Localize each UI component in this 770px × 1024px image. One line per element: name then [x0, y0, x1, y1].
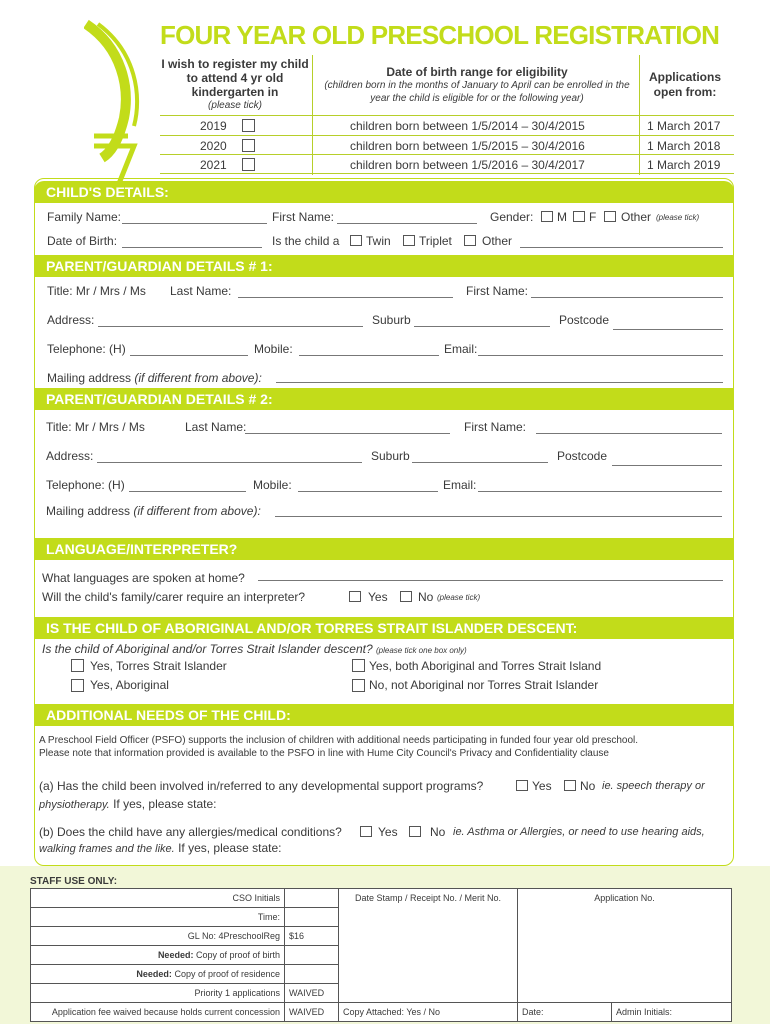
family-name-field[interactable]	[122, 223, 267, 224]
reg-open-2021: 1 March 2019	[647, 158, 721, 172]
priority-waived: WAIVED	[285, 984, 339, 1003]
needs-qb-no-checkbox[interactable]	[409, 826, 421, 837]
atsi-no-checkbox[interactable]	[352, 679, 365, 692]
needs-qb-yes-checkbox[interactable]	[360, 826, 372, 837]
gender-f-label: F	[589, 210, 597, 224]
atsi-torres-strait-label: Yes, Torres Strait Islander	[90, 659, 227, 673]
app-no-label: Application No.	[518, 889, 732, 908]
reg-open-2020: 1 March 2018	[647, 139, 721, 153]
reg-range-2020: children born between 1/5/2015 – 30/4/2016	[350, 139, 585, 153]
fee-waived-label: Application fee waived because holds current concession	[31, 1003, 285, 1022]
first-name-label: First Name:	[272, 210, 335, 224]
gender-please-tick: (please tick)	[656, 213, 700, 222]
needed-residence-label: Needed: Copy of proof of residence	[31, 965, 285, 984]
pg1-mobile-label: Mobile:	[254, 342, 293, 356]
gender-f-checkbox[interactable]	[573, 211, 585, 222]
first-name-field[interactable]	[337, 223, 477, 224]
atsi-aboriginal-label: Yes, Aboriginal	[90, 678, 169, 692]
gender-other-checkbox[interactable]	[604, 211, 616, 222]
gender-label: Gender:	[490, 210, 534, 224]
reg-year-2020: 2020	[200, 139, 227, 153]
needs-qa-tail: physiotherapy. If yes, please state:	[39, 797, 217, 811]
languages-spoken-field[interactable]	[258, 580, 723, 581]
fee-value: $16	[285, 927, 339, 946]
needed-birth-label: Needed: Copy of proof of birth	[31, 946, 285, 965]
pg1-mailing-label: Mailing address (if different from above):	[47, 371, 262, 385]
reg-open-2019: 1 March 2017	[647, 119, 721, 133]
pg2-last-name-field[interactable]	[245, 433, 450, 434]
needs-qa-no-label: No	[580, 779, 596, 793]
pg2-title-label: Title: Mr / Mrs / Ms	[46, 420, 145, 434]
pg1-header: PARENT/GUARDIAN DETAILS # 1:	[34, 255, 734, 277]
pg2-mailing-field[interactable]	[275, 516, 722, 517]
interpreter-yes-label: Yes	[368, 590, 388, 604]
dob-label: Date of Birth:	[47, 234, 118, 248]
pg2-suburb-label: Suburb	[371, 449, 410, 463]
needs-qa-yes-checkbox[interactable]	[516, 780, 528, 791]
pg1-postcode-field[interactable]	[613, 329, 723, 330]
admin-initials-label[interactable]: Admin Initials:	[612, 1003, 732, 1022]
multiple-other-field[interactable]	[520, 247, 723, 248]
is-child-a-label: Is the child a	[272, 234, 340, 248]
needs-qb-ie: ie. Asthma or Allergies, or need to use hearing aids,	[453, 826, 705, 838]
reg-year-2020-checkbox[interactable]	[242, 139, 255, 152]
copy-attached-label[interactable]: Copy Attached: Yes / No	[339, 1003, 518, 1022]
time-label: Time:	[31, 908, 285, 927]
child-details-header: CHILD'S DETAILS:	[34, 181, 734, 203]
needs-qa-label: (a) Has the child been involved in/referred to any developmental support programs?	[39, 779, 484, 793]
needed-birth-field[interactable]	[285, 946, 339, 965]
twin-label: Twin	[366, 234, 391, 248]
needs-qb-no-label: No	[430, 825, 446, 839]
staff-table	[30, 888, 732, 1022]
pg2-suburb-field[interactable]	[412, 462, 548, 463]
pg1-title-label: Title: Mr / Mrs / Ms	[47, 284, 146, 298]
pg1-address-field[interactable]	[98, 326, 363, 327]
needs-para2: Please note that information provided is available to the PSFO in line with Hume City Council's Privacy and Confidentiality clause	[39, 748, 609, 759]
atsi-question: Is the child of Aboriginal and/or Torres Strait Islander descent? (please tick one box only)	[42, 642, 467, 656]
cso-initials-label: CSO Initials	[31, 889, 285, 908]
pg1-email-field[interactable]	[478, 355, 723, 356]
pg2-address-label: Address:	[46, 449, 94, 463]
interpreter-no-checkbox[interactable]	[400, 591, 412, 602]
multiple-other-label: Other	[482, 234, 513, 248]
needs-qa-ie: ie. speech therapy or	[602, 780, 705, 792]
pg1-mailing-field[interactable]	[276, 382, 723, 383]
pg2-postcode-field[interactable]	[612, 465, 722, 466]
needed-residence-field[interactable]	[285, 965, 339, 984]
pg2-header: PARENT/GUARDIAN DETAILS # 2:	[34, 388, 734, 410]
date-stamp-area[interactable]	[339, 908, 518, 1003]
needs-header: ADDITIONAL NEEDS OF THE CHILD:	[34, 704, 734, 726]
family-name-label: Family Name:	[47, 210, 122, 224]
reg-range-2019: children born between 1/5/2014 – 30/4/2015	[350, 119, 585, 133]
pg2-first-name-label: First Name:	[464, 420, 527, 434]
needs-qb-tail: walking frames and the like. If yes, please state:	[39, 841, 282, 855]
atsi-both-checkbox[interactable]	[352, 659, 365, 672]
pg1-email-label: Email:	[444, 342, 478, 356]
interpreter-yes-checkbox[interactable]	[349, 591, 361, 602]
reg-year-2021-checkbox[interactable]	[242, 158, 255, 171]
pg2-email-label: Email:	[443, 478, 477, 492]
atsi-both-label: Yes, both Aboriginal and Torres Strait Island	[369, 659, 602, 673]
cso-initials-field[interactable]	[285, 889, 339, 908]
interpreter-label: Will the child's family/carer require an interpreter?	[42, 590, 306, 604]
needs-qb-yes-label: Yes	[378, 825, 398, 839]
gl-no-label: GL No: 4PreschoolReg	[31, 927, 285, 946]
gender-m-label: M	[557, 210, 567, 224]
pg1-address-label: Address:	[47, 313, 95, 327]
pg2-first-name-field[interactable]	[536, 433, 722, 434]
reg-range-2021: children born between 1/5/2016 – 30/4/2017	[350, 158, 585, 172]
triplet-label: Triplet	[419, 234, 452, 248]
language-header: LANGUAGE/INTERPRETER?	[34, 538, 734, 560]
reg-year-2019-checkbox[interactable]	[242, 119, 255, 132]
pg1-postcode-label: Postcode	[559, 313, 610, 327]
needs-qb-label: (b) Does the child have any allergies/medical conditions?	[39, 825, 342, 839]
dob-field[interactable]	[122, 247, 262, 248]
pg2-postcode-label: Postcode	[557, 449, 608, 463]
needs-qa-no-checkbox[interactable]	[564, 780, 576, 791]
pg2-telephone-label: Telephone: (H)	[46, 478, 125, 492]
pg2-last-name-label: Last Name:	[185, 420, 247, 434]
atsi-aboriginal-checkbox[interactable]	[71, 679, 84, 692]
twin-checkbox[interactable]	[350, 235, 362, 246]
languages-spoken-label: What languages are spoken at home?	[42, 571, 245, 585]
interpreter-please-tick: (please tick)	[437, 593, 481, 602]
reg-col2-sub: (children born in the months of January to April can be enrolled in the year the child is eligible for or the following year)	[324, 80, 630, 104]
pg1-last-name-field[interactable]	[238, 297, 453, 298]
reg-col2-header: Date of birth range for eligibility	[386, 65, 568, 79]
date-label[interactable]: Date:	[518, 1003, 612, 1022]
needs-qa-yes-label: Yes	[532, 779, 552, 793]
time-field[interactable]	[285, 908, 339, 927]
staff-header: STAFF USE ONLY:	[30, 876, 118, 887]
multiple-other-checkbox[interactable]	[464, 235, 476, 246]
pg1-telephone-field[interactable]	[130, 355, 248, 356]
fee-waived-value: WAIVED	[285, 1003, 339, 1022]
reg-col1-header: I wish to register my child to attend 4 yr old kindergarten in	[161, 57, 309, 99]
pg1-telephone-label: Telephone: (H)	[47, 342, 126, 356]
gender-other-label: Other	[621, 210, 652, 224]
pg1-suburb-label: Suburb	[372, 313, 411, 327]
reg-col3-header: Applications open from:	[648, 70, 721, 99]
needs-para1: A Preschool Field Officer (PSFO) supports the inclusion of children with additional needs participating in funded four year old preschool.	[39, 735, 639, 746]
date-stamp-label: Date Stamp / Receipt No. / Merit No.	[339, 889, 518, 908]
pg2-address-field[interactable]	[97, 462, 362, 463]
pg2-mobile-label: Mobile:	[253, 478, 292, 492]
pg2-email-field[interactable]	[478, 491, 722, 492]
pg1-first-name-label: First Name:	[466, 284, 529, 298]
pg2-telephone-field[interactable]	[129, 491, 246, 492]
page-title: FOUR YEAR OLD PRESCHOOL REGISTRATION	[160, 20, 720, 50]
pg1-suburb-field[interactable]	[414, 326, 550, 327]
reg-col1-sub: (please tick)	[208, 100, 262, 111]
logo-swoosh-icon	[84, 18, 154, 188]
pg1-mobile-field[interactable]	[299, 355, 439, 356]
atsi-torres-strait-checkbox[interactable]	[71, 659, 84, 672]
priority-label: Priority 1 applications	[31, 984, 285, 1003]
atsi-header: IS THE CHILD OF ABORIGINAL AND/OR TORRES STRAIT ISLANDER DESCENT:	[34, 617, 734, 639]
pg2-mailing-label: Mailing address (if different from above):	[46, 504, 261, 518]
atsi-no-label: No, not Aboriginal nor Torres Strait Islander	[369, 678, 599, 692]
pg1-last-name-label: Last Name:	[170, 284, 232, 298]
pg2-mobile-field[interactable]	[298, 491, 438, 492]
interpreter-no-label: No	[418, 590, 434, 604]
gender-m-checkbox[interactable]	[541, 211, 553, 222]
pg1-first-name-field[interactable]	[531, 297, 723, 298]
triplet-checkbox[interactable]	[403, 235, 415, 246]
reg-year-2021: 2021	[200, 158, 227, 172]
reg-year-2019: 2019	[200, 119, 227, 133]
app-no-area[interactable]	[518, 908, 732, 1003]
